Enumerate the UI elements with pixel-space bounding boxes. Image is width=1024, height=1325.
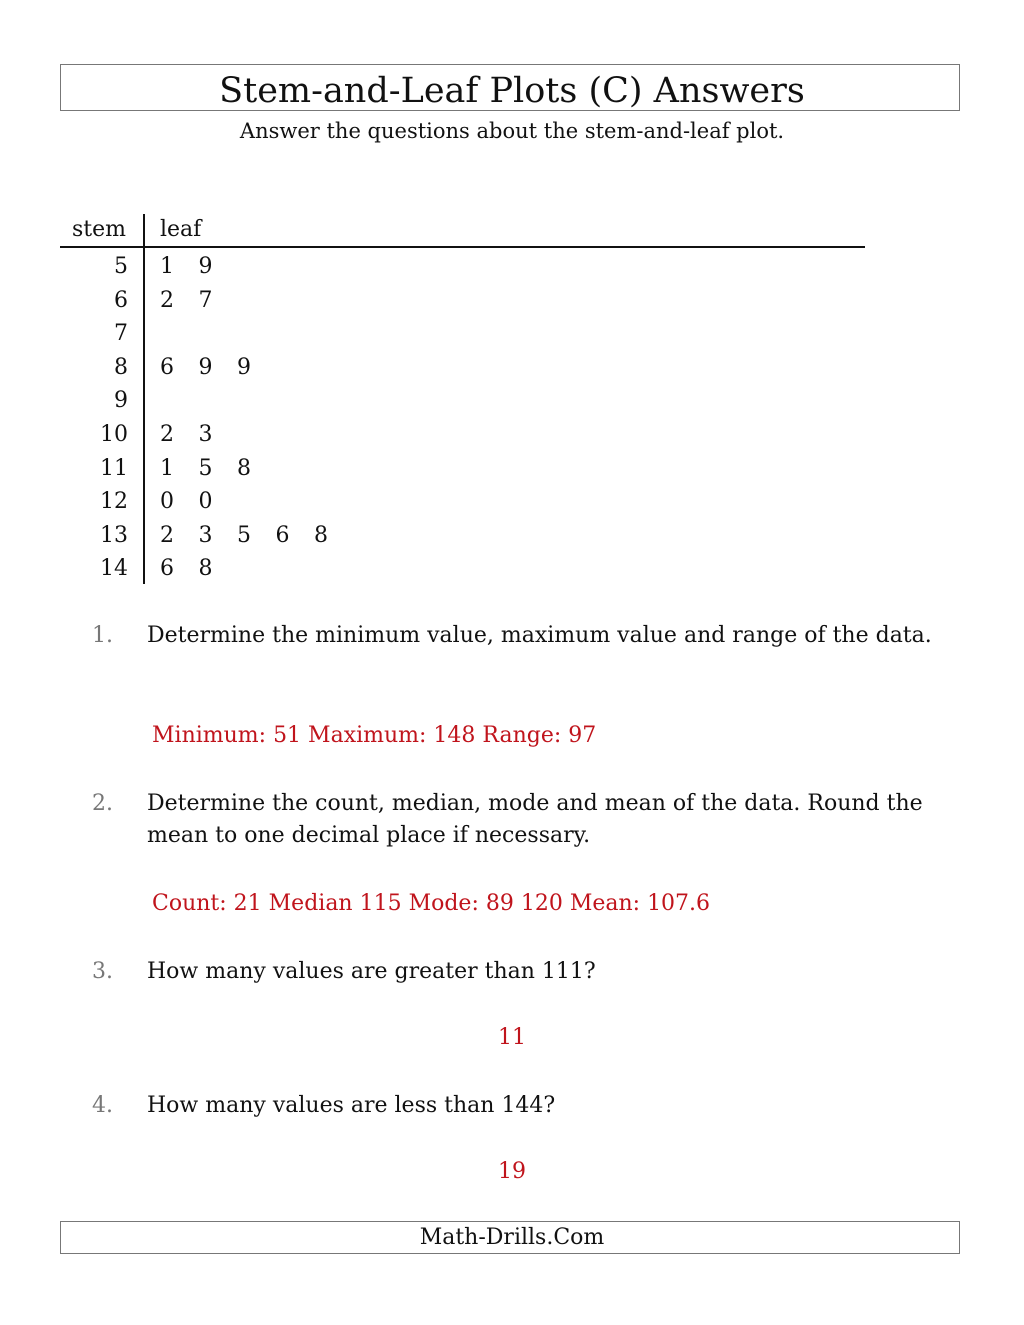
footer-brand: Math-Drills.Com <box>419 1225 605 1250</box>
stem-value: 7 <box>114 321 128 347</box>
stem-value: 5 <box>114 254 128 279</box>
leaf-values <box>160 351 276 385</box>
leaf-value: 5 <box>198 455 213 481</box>
stem-and-leaf-plot <box>60 214 865 584</box>
leaf-value: 7 <box>198 287 213 313</box>
leaf-values <box>160 519 353 553</box>
leaf-value: 6 <box>275 522 290 548</box>
plot-row <box>60 284 865 318</box>
leaf-values <box>160 552 237 586</box>
stem-value: 8 <box>114 354 128 380</box>
question-text: Determine the count, median, mode and mean of the data. Round the mean to one decimal place if necessary. <box>147 791 923 848</box>
leaf-value: 1 <box>160 254 174 279</box>
leaf-value: 8 <box>314 522 328 548</box>
leaf-value: 6 <box>160 556 174 582</box>
question-text: Determine the minimum value, maximum value and range of the data. <box>147 623 932 648</box>
question-text: How many values are less than 144? <box>147 1093 556 1118</box>
stem-value: 10 <box>100 422 128 447</box>
stem-value: 13 <box>100 522 128 548</box>
stem-value: 14 <box>100 556 128 582</box>
leaf-values <box>160 250 237 284</box>
plot-row <box>60 317 865 351</box>
leaf-value: 1 <box>160 455 174 481</box>
answer-2: Count: 21 Median 115 Mode: 89 120 Mean: 107.6 <box>152 891 711 916</box>
stem-value: 6 <box>114 287 128 313</box>
stem-value: 11 <box>100 455 128 481</box>
leaf-value: 8 <box>198 556 213 582</box>
answer-1: Minimum: 51 Maximum: 148 Range: 97 <box>152 723 597 748</box>
question-number: 4. <box>92 1093 113 1118</box>
leaf-value: 0 <box>160 489 174 515</box>
leaf-value: 6 <box>160 354 174 380</box>
leaf-values <box>160 418 237 452</box>
leaf-value: 2 <box>160 422 174 447</box>
leaf-values <box>160 452 276 486</box>
question-text: How many values are greater than 111? <box>147 959 596 984</box>
leaf-values <box>160 284 237 318</box>
plot-row <box>60 485 865 519</box>
leaf-value: 9 <box>198 254 213 279</box>
plot-row <box>60 519 865 553</box>
plot-row <box>60 418 865 452</box>
leaf-value: 9 <box>198 354 213 380</box>
plot-row <box>60 250 865 284</box>
answer-4: 19 <box>498 1159 526 1184</box>
page-subtitle: Answer the questions about the stem-and-leaf plot. <box>239 119 785 143</box>
leaf-header: leaf <box>160 217 202 242</box>
question-number: 3. <box>92 959 113 984</box>
plot-header-divider <box>60 246 865 248</box>
stem-header: stem <box>72 217 127 242</box>
leaf-value: 3 <box>198 422 213 447</box>
leaf-value: 2 <box>160 287 174 313</box>
plot-row <box>60 351 865 385</box>
plot-row <box>60 552 865 586</box>
leaf-value: 8 <box>237 455 251 481</box>
leaf-values <box>160 485 237 519</box>
page-title: Stem-and-Leaf Plots (C) Answers <box>219 71 805 111</box>
leaf-value: 2 <box>160 522 174 548</box>
plot-row <box>60 384 865 418</box>
leaf-value: 0 <box>198 489 213 515</box>
answer-3: 11 <box>498 1025 526 1050</box>
plot-row <box>60 452 865 486</box>
stem-value: 9 <box>114 388 128 414</box>
leaf-value: 3 <box>198 522 213 548</box>
leaf-value: 5 <box>237 522 251 548</box>
question-number: 1. <box>92 623 113 648</box>
question-number: 2. <box>92 791 113 816</box>
stem-value: 12 <box>100 489 128 515</box>
leaf-value: 9 <box>237 354 251 380</box>
